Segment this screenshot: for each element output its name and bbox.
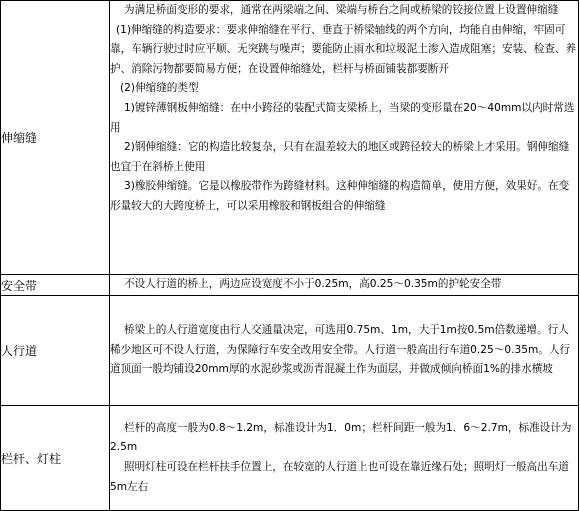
term-cell: 栏杆、灯柱 [1, 406, 110, 511]
paragraph: 1)镀锌薄钢板伸缩缝：在中小跨径的装配式简支梁桥上，当梁的变形量在20～40mm以内时常选用 [110, 101, 575, 134]
paragraph: 栏杆的高度一般为0.8～1.2m，标准设计为1．0m；栏杆间距一般为1．6～2.7m，标准设计为2.5m [110, 421, 572, 454]
term-cell: 人行道 [1, 296, 110, 406]
paragraph: 桥梁上的人行道宽度由行人交通量决定，可选用0.75m、1m，大于1m按0.5m倍数递增。行人稀少地区可不设人行道，为保障行车安全改用安全带。人行道一般高出行车道0.25～0.35m。人行道顶面一般均铺设20mm厚的水泥砂浆或沥青混凝土作为面层，并做成倾向桥面1%的排水横坡 [110, 324, 571, 376]
table-row [1, 1, 579, 275]
description-cell [110, 296, 579, 406]
term-cell: 安全带 [1, 275, 110, 296]
paragraph: (2)伸缩缝的类型 [120, 82, 199, 95]
description-cell [110, 275, 579, 296]
paragraph: 为满足桥面变形的要求，通常在两梁端之间、梁端与桥台之间或桥梁的铰接位置上设置伸缩缝 [124, 4, 559, 16]
paragraph: 不设人行道的桥上，两边应设宽度不小于0.25m，高0.25～0.35m的护轮安全带 [124, 278, 502, 291]
paragraph: (1)伸缩缝的构造要求：要求伸缩缝在平行、垂直于桥梁轴线的两个方向，均能自由伸缩，牢固可靠，车辆行驶过时应平顺、无突跳与噪声；要能防止雨水和垃圾泥土渗入造成阻塞；安装、检查、养护、消除污物都要简易方便；在设置伸缩缝处，栏杆与桥面铺装都要断开 [110, 23, 577, 75]
description-cell [110, 1, 579, 275]
table-row [1, 296, 579, 406]
term-cell: 伸缩缝 [1, 1, 110, 275]
table-row [1, 275, 579, 296]
paragraph: 3)橡胶伸缩缝。它是以橡胶带作为跨缝材料。这种伸缩缝的构造简单，使用方便，效果好。在变形量较大的大跨度桥上，可以采用橡胶和钢板组合的伸缩缝 [110, 180, 570, 212]
description-cell [110, 406, 579, 511]
table-row [1, 406, 579, 511]
paragraph: 照明灯柱可设在栏杆扶手位置上，在较宽的人行道上也可设在靠近缘石处；照明灯一般高出车道5m左右 [110, 461, 569, 493]
paragraph: 2)钢伸缩缝：它的构造比较复杂，只有在温差较大的地区或跨径较大的桥梁上才采用。钢伸缩缝也宜于在斜桥上使用 [110, 141, 570, 173]
